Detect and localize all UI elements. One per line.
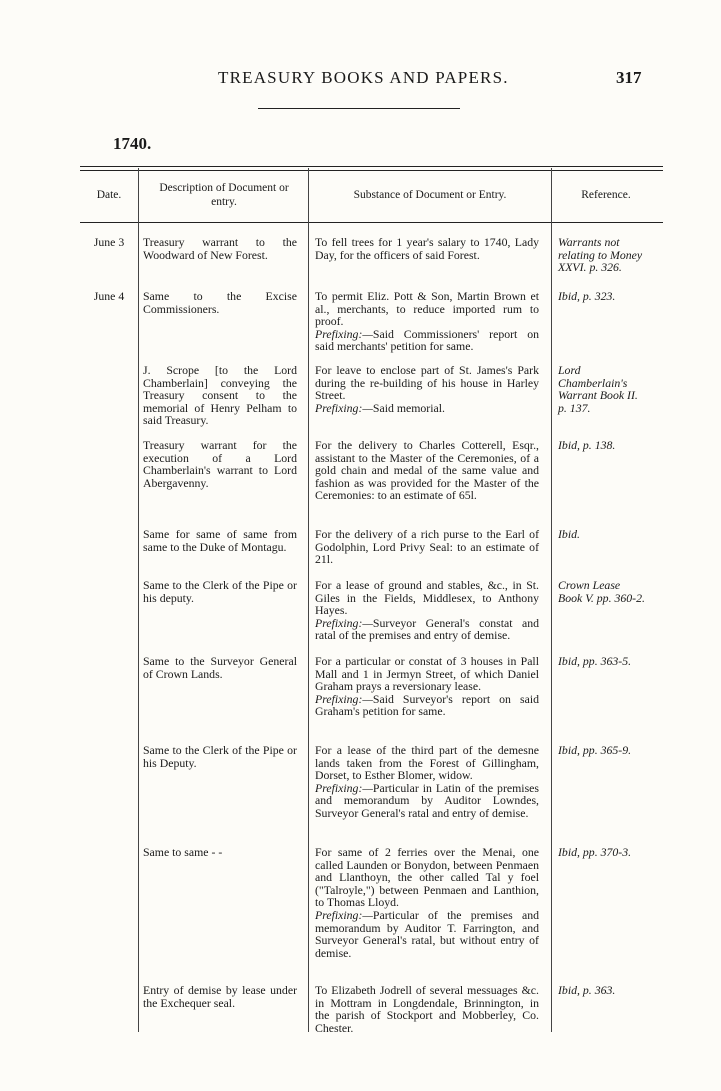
table-header-rule [80, 222, 663, 223]
entry-reference: Lord Chamberlain's Warrant Book II. p. 137. [558, 363, 638, 415]
prefixing-label: Prefixing:— [315, 907, 373, 922]
column-divider-3 [551, 168, 552, 1032]
entry-substance-text: To Elizabeth Jodrell of several messuages &c. in Mottram in Longdendale, Brinnington, in the parish of Stockport and Mobberley, Co. Chester. [315, 983, 539, 1035]
prefixing-label: Prefixing:— [315, 326, 373, 341]
prefixing-label: Prefixing:— [315, 780, 373, 795]
entry-substance-text: To fell trees for 1 year's salary to 1740, Lady Day, for the officers of said Forest. [315, 235, 539, 262]
prefixing-text: Said memorial. [372, 400, 445, 415]
entry-date: June 4 [93, 289, 125, 303]
entry-substance-text: For a particular or constat of 3 houses in Pall Mall and 1 in Jermyn Street, of which Daniel Graham prays a reversionary lease. [315, 654, 539, 694]
entry-substance [315, 744, 539, 820]
entry-substance-text: For the delivery of a rich purse to the Earl of Godolphin, Lord Privy Seal: to an estimate of 21l. [315, 527, 539, 567]
entry-substance [315, 984, 539, 1034]
year-heading: 1740. [113, 134, 152, 153]
entry-substance [315, 579, 539, 642]
entry-description: J. Scrope [to the Lord Chamberlain] conveying the Treasury consent to the memorial of Henry Pelham to said Treasury. [143, 363, 297, 428]
entry-reference: Ibid, p. 363. [558, 983, 616, 997]
running-head-title: TREASURY BOOKS AND PAPERS. [218, 68, 509, 87]
prefixing-text: Said Surveyor's report on said Graham's petition for same. [315, 691, 539, 719]
entry-description: Same to same - - [143, 845, 223, 859]
table-top-rule [80, 166, 663, 171]
entry-description: Same to the Clerk of the Pipe or his Deputy. [143, 743, 297, 770]
entry-description: Same for same of same from same to the Duke of Montagu. [143, 527, 297, 554]
entry-substance-text: For leave to enclose part of St. James's Park during the re-building of his house in Harley Street. [315, 363, 539, 403]
entry-substance [315, 528, 539, 566]
column-divider-1 [138, 168, 139, 1032]
entry-reference: Ibid. [558, 527, 580, 541]
column-header-substance: Substance of Document or Entry. [353, 189, 507, 201]
entry-description: Same to the Surveyor General of Crown Lands. [143, 654, 297, 681]
entry-reference: Ibid, pp. 370-3. [558, 845, 632, 859]
entry-description: Entry of demise by lease under the Exchequer seal. [143, 983, 297, 1010]
prefixing-text: Particular of the premises and memorandum by Auditor T. Farrington, and Surveyor General's ratal, but without entry of demise. [315, 907, 539, 960]
entry-reference: Warrants not relating to Money XXVI. p. 326. [558, 235, 643, 275]
entry-description: Same to the Clerk of the Pipe or his deputy. [143, 578, 297, 605]
prefixing-text: Surveyor General's constat and ratal of the premises and entry of demise. [315, 615, 539, 643]
page-number: 317 [616, 68, 642, 87]
column-header-date: Date. [96, 189, 122, 201]
entry-reference: Ibid, pp. 365-9. [558, 743, 632, 757]
entry-description: Treasury warrant to the Woodward of New Forest. [143, 235, 297, 262]
entry-substance [315, 290, 539, 353]
entry-substance [315, 655, 539, 718]
prefixing-label: Prefixing:— [315, 691, 373, 706]
entry-reference: Crown Lease Book V. pp. 360-2. [558, 578, 645, 605]
prefixing-label: Prefixing:— [315, 400, 373, 415]
column-header-description: Description of Document or entry. [159, 182, 289, 208]
entry-description: Same to the Excise Commissioners. [143, 289, 297, 316]
entry-substance [315, 364, 539, 414]
prefixing-label: Prefixing:— [315, 615, 373, 630]
entry-substance-text: For a lease of ground and stables, &c., in St. Giles in the Fields, Middlesex, to Anthony Hayes. [315, 578, 539, 618]
entry-reference: Ibid, p. 323. [558, 289, 616, 303]
head-rule [258, 108, 460, 109]
entry-date: June 3 [93, 235, 125, 249]
entry-substance-text: For the delivery to Charles Cotterell, Esqr., assistant to the Master of the Ceremonies, of a gold chain and medal of the same value and fashion as was provided for the Master of the Ceremonies: to an estimate of 65l. [315, 438, 539, 503]
entry-reference: Ibid, pp. 363-5. [558, 654, 632, 668]
entry-substance-text: For same of 2 ferries over the Menai, one called Launden or Bonydon, between Penmaen and Llanthoyn, the other called Tal y foel ("Talroyle,") between Penmaen and Lanthion, to Thomas Lloyd. [315, 845, 539, 910]
column-header-reference: Reference. [581, 189, 631, 201]
entry-substance [315, 846, 539, 959]
entry-description: Treasury warrant for the execution of a Lord Chamberlain's warrant to Lord Abergavenny. [143, 438, 297, 490]
column-divider-2 [308, 168, 309, 1032]
entry-substance-text: To permit Eliz. Pott & Son, Martin Brown et al., merchants, to reduce imported rum to proof. [315, 289, 539, 329]
entry-substance [315, 439, 539, 502]
prefixing-text: Said Commissioners' report on said merchants' petition for same. [315, 326, 539, 354]
entry-substance-text: For a lease of the third part of the demesne lands taken from the Forest of Gillingham, Dorset, to Esther Blomer, widow. [315, 743, 539, 783]
running-head [0, 68, 721, 88]
prefixing-text: Particular in Latin of the premises and memorandum by Auditor Lowndes, Surveyor General's ratal and entry of demise. [315, 780, 539, 820]
entry-reference: Ibid, p. 138. [558, 438, 616, 452]
entry-substance [315, 236, 539, 261]
